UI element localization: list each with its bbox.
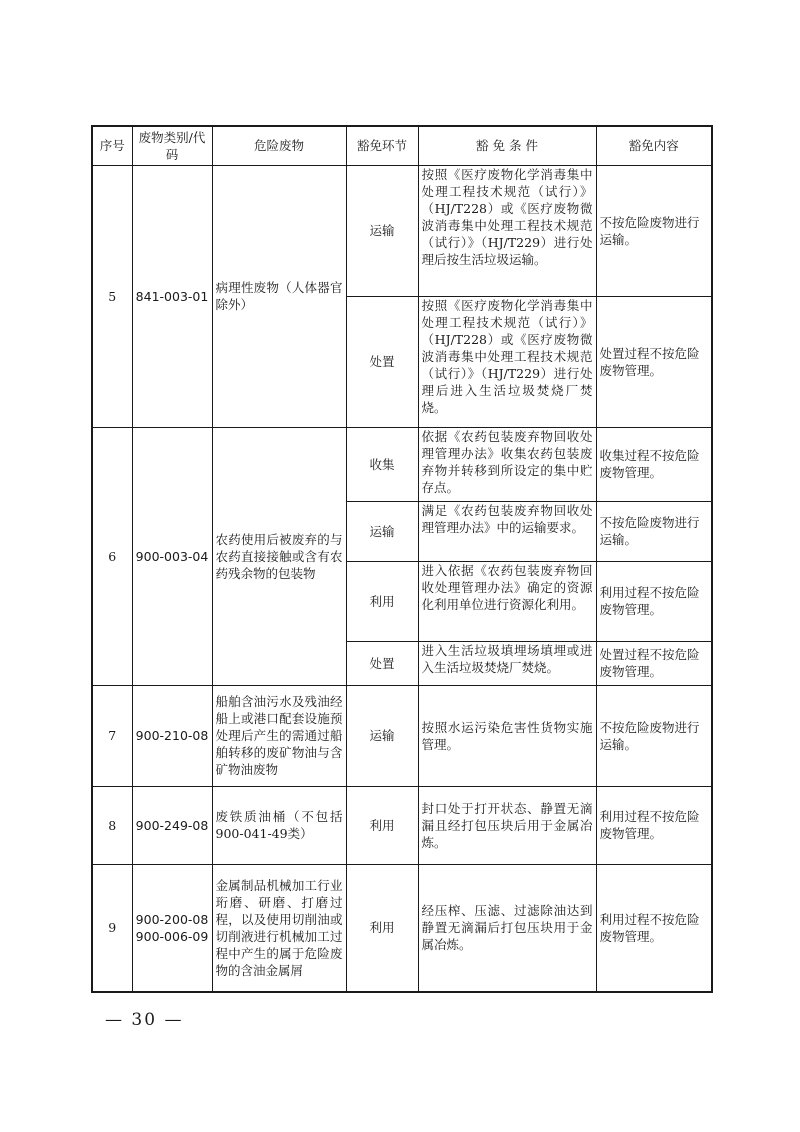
header-hazardous-waste: 危险废物 — [212, 126, 346, 165]
waste-code: 900-006-09 — [135, 928, 209, 944]
row-stage: 收集 — [346, 427, 418, 501]
row-serial: 5 — [92, 165, 132, 427]
row-stage: 运输 — [346, 501, 418, 561]
row-codes — [132, 685, 212, 786]
header-exempt-content: 豁免内容 — [596, 126, 712, 165]
row-condition: 按照《医疗废物化学消毒集中处理工程技术规范（试行）》（HJ/T228）或《医疗废物微波消毒集中处理工程技术规范（试行）》（HJ/T229）进行处理后按生活垃圾运输。 — [418, 165, 596, 296]
row-content: 不按危险废物进行运输。 — [596, 165, 712, 296]
row-content: 利用过程不按危险废物管理。 — [596, 561, 712, 641]
row-serial: 9 — [92, 864, 132, 992]
row-waste-name: 废铁质油桶（不包括900-041-49类） — [212, 786, 346, 864]
waste-code: 841-003-01 — [135, 288, 209, 304]
row-waste-name: 农药使用后被废弃的与农药直接接触或含有农药残余物的包装物 — [212, 427, 346, 685]
row-waste-name: 病理性废物（人体器官除外） — [212, 165, 346, 427]
table-row — [92, 864, 712, 992]
row-condition: 依据《农药包装废弃物回收处理管理办法》收集农药包装废弃物并转移到所设定的集中贮存点。 — [418, 427, 596, 501]
waste-code: 900-210-08 — [135, 728, 209, 743]
row-serial: 6 — [92, 427, 132, 685]
table-row — [92, 427, 712, 501]
row-codes — [132, 165, 212, 427]
waste-code: 900-249-08 — [135, 817, 209, 833]
row-waste-name: 船舶含油污水及残油经船上或港口配套设施预处理后产生的需通过船舶转移的废矿物油与含矿物油废物 — [212, 685, 346, 786]
row-content: 利用过程不按危险废物管理。 — [596, 864, 712, 992]
row-stage: 利用 — [346, 864, 418, 992]
table-row — [92, 786, 712, 864]
row-content: 利用过程不按危险废物管理。 — [596, 786, 712, 864]
row-content: 不按危险废物进行运输。 — [596, 501, 712, 561]
row-content: 处置过程不按危险废物管理。 — [596, 296, 712, 427]
header-serial: 序号 — [92, 126, 132, 165]
row-condition: 经压榨、压滤、过滤除油达到静置无滴漏后打包压块用于金属冶炼。 — [418, 864, 596, 992]
row-stage: 运输 — [346, 685, 418, 786]
row-stage: 处置 — [346, 641, 418, 685]
header-exempt-stage: 豁免环节 — [346, 126, 418, 165]
row-stage: 利用 — [346, 561, 418, 641]
row-stage: 处置 — [346, 296, 418, 427]
row-condition: 进入依据《农药包装废弃物回收处理管理办法》确定的资源化利用单位进行资源化利用。 — [418, 561, 596, 641]
row-codes — [132, 427, 212, 685]
row-stage: 利用 — [346, 786, 418, 864]
row-serial: 7 — [92, 685, 132, 786]
row-waste-name: 金属制品机械加工行业珩磨、研磨、打磨过程，以及使用切削油或切削液进行机械加工过程中产生的属于危险废物的含油金属屑 — [212, 864, 346, 992]
header-category-code: 废物类别/代码 — [132, 126, 212, 165]
row-condition: 进入生活垃圾填埋场填埋或进入生活垃圾焚烧厂焚烧。 — [418, 641, 596, 685]
table-row — [92, 685, 712, 786]
header-exempt-condition: 豁 免 条 件 — [418, 126, 596, 165]
table-row — [92, 165, 712, 296]
row-content: 收集过程不按危险废物管理。 — [596, 427, 712, 501]
row-condition: 封口处于打开状态、静置无滴漏且经打包压块后用于金属冶炼。 — [418, 786, 596, 864]
row-codes — [132, 864, 212, 992]
header-row — [92, 126, 712, 165]
row-condition: 满足《农药包装废弃物回收处理管理办法》中的运输要求。 — [418, 501, 596, 561]
row-condition: 按照《医疗废物化学消毒集中处理工程技术规范（试行）》（HJ/T228）或《医疗废物微波消毒集中处理工程技术规范（试行）》（HJ/T229）进行处理后进入生活垃圾焚烧厂焚烧。 — [418, 296, 596, 427]
row-codes — [132, 786, 212, 864]
waste-code: 900-003-04 — [135, 548, 209, 564]
row-content: 不按危险废物进行运输。 — [596, 685, 712, 786]
row-condition: 按照水运污染危害性货物实施管理。 — [418, 685, 596, 786]
exemption-table — [91, 125, 713, 993]
page-number: — 30 — — [105, 1010, 184, 1030]
waste-code: 900-200-08 — [135, 911, 209, 927]
row-content: 处置过程不按危险废物管理。 — [596, 641, 712, 685]
row-serial: 8 — [92, 786, 132, 864]
row-stage: 运输 — [346, 165, 418, 296]
